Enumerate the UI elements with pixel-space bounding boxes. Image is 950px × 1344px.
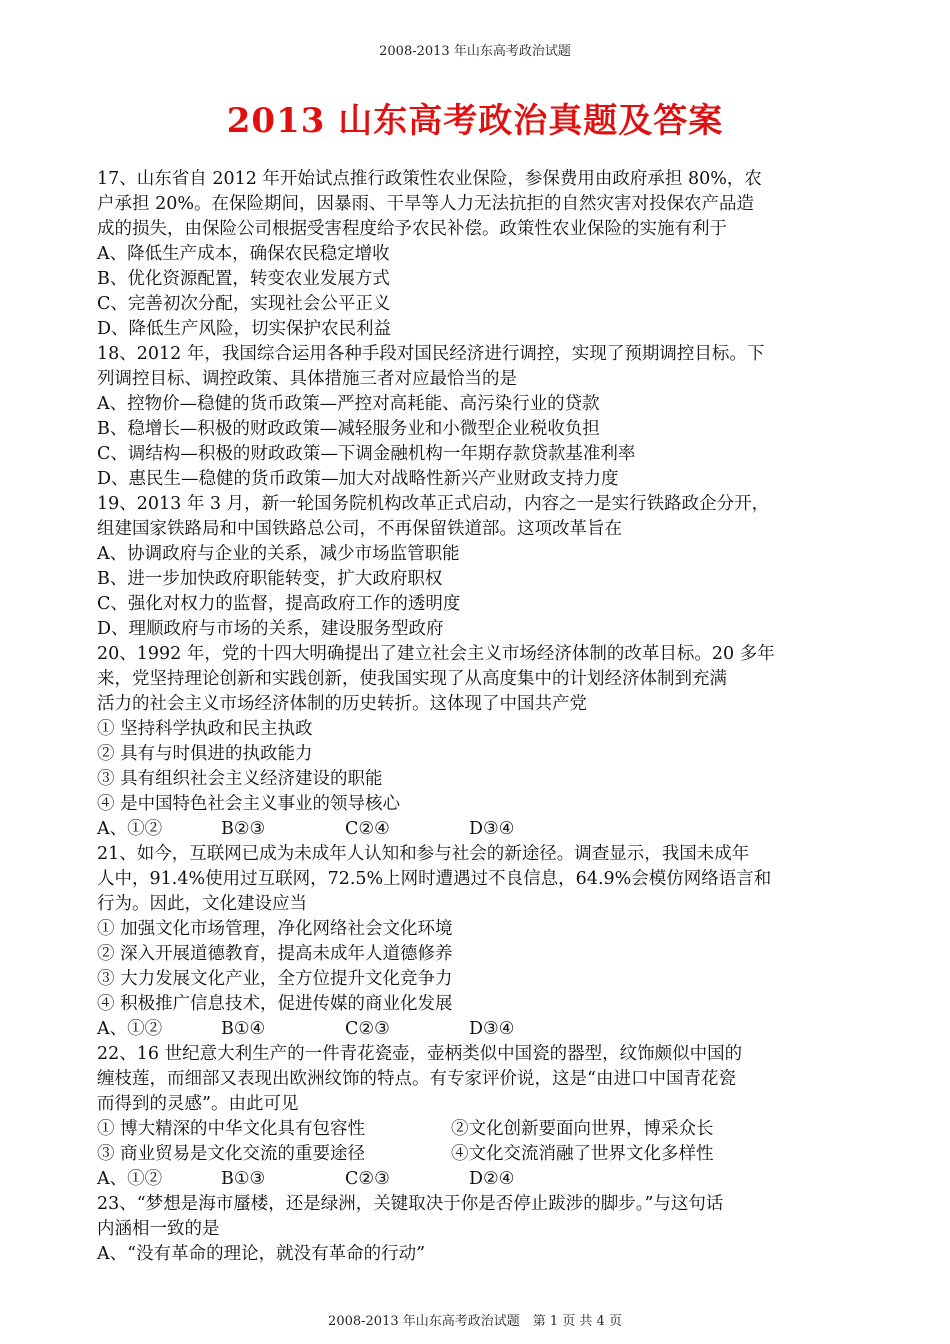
question-21-item-4: ④ 积极推广信息技术，促进传媒的商业化发展 — [97, 994, 453, 1014]
question-19-stem-line: 19、2013 年 3 月，新一轮国务院机构改革正式启动，内容之一是实行铁路政企分开， — [97, 494, 770, 514]
question-22-item-4: ④文化交流消融了世界文化多样性 — [451, 1144, 714, 1164]
question-17-stem-line: 17、山东省自 2012 年开始试点推行政策性农业保险，参保费用由政府承担 80%，农 — [97, 169, 762, 189]
question-22-option-b: B①③ — [221, 1169, 266, 1189]
question-17-option-d: D、降低生产风险，切实保护农民利益 — [97, 319, 392, 339]
question-21-item-2: ② 深入开展道德教育，提高未成年人道德修养 — [97, 944, 453, 964]
question-20-item-4: ④ 是中国特色社会主义事业的领导核心 — [97, 794, 401, 814]
document-body — [97, 167, 857, 1267]
question-18-option-c: C、调结构—积极的财政政策—下调金融机构一年期存款贷款基准利率 — [97, 444, 636, 464]
question-22-items-row — [97, 1117, 857, 1142]
question-17-stem-line: 成的损失，由保险公司根据受害程度给予农民补偿。政策性农业保险的实施有利于 — [97, 219, 727, 239]
question-20-stem-line: 20、1992 年，党的十四大明确提出了建立社会主义市场经济体制的改革目标。20 多年 — [97, 644, 775, 664]
question-20-stem-line: 来，党坚持理论创新和实践创新，使我国实现了从高度集中的计划经济体制到充满 — [97, 669, 727, 689]
question-22-option-a: A、①② — [97, 1169, 163, 1189]
question-17-option-b: B、优化资源配置，转变农业发展方式 — [97, 269, 390, 289]
question-19-stem-line: 组建国家铁路局和中国铁路总公司，不再保留铁道部。这项改革旨在 — [97, 519, 622, 539]
question-17-option-c: C、完善初次分配，实现社会公平正义 — [97, 294, 391, 314]
page-footer: 2008-2013 年山东高考政治试题 第 1 页 共 4 页 — [328, 1314, 622, 1329]
question-20-stem-line: 活力的社会主义市场经济体制的历史转折。这体现了中国共产党 — [97, 694, 587, 714]
question-19 — [97, 492, 857, 642]
question-18-option-a: A、控物价—稳健的货币政策—严控对高耗能、高污染行业的贷款 — [97, 394, 600, 414]
question-20-option-b: B②③ — [221, 819, 266, 839]
question-19-option-b: B、进一步加快政府职能转变，扩大政府职权 — [97, 569, 443, 589]
question-20-options — [97, 817, 857, 842]
question-21-stem-line: 21、如今，互联网已成为未成年人认知和参与社会的新途径。调查显示，我国未成年 — [97, 844, 750, 864]
question-17 — [97, 167, 857, 342]
question-22-option-d: D②④ — [469, 1169, 515, 1189]
question-20-item-1: ① 坚持科学执政和民主执政 — [97, 719, 313, 739]
question-22-options — [97, 1167, 857, 1192]
question-21 — [97, 842, 857, 1042]
question-18-option-d: D、惠民生—稳健的货币政策—加大对战略性新兴产业财政支持力度 — [97, 469, 619, 489]
question-18-stem-line: 列调控目标、调控政策、具体措施三者对应最恰当的是 — [97, 369, 517, 389]
question-18 — [97, 342, 857, 492]
question-22-stem-line: 而得到的灵感”。由此可见 — [97, 1094, 299, 1114]
question-21-option-a: A、①② — [97, 1019, 163, 1039]
question-20-option-d: D③④ — [469, 819, 515, 839]
question-19-option-a: A、协调政府与企业的关系，减少市场监管职能 — [97, 544, 460, 564]
question-20-option-a: A、①② — [97, 819, 163, 839]
page-title: 2013 山东高考政治真题及答案 — [226, 101, 724, 141]
question-22-item-2: ②文化创新要面向世界，博采众长 — [451, 1119, 714, 1139]
question-22 — [97, 1042, 857, 1192]
question-23-stem-line: 23、“梦想是海市蜃楼，还是绿洲，关键取决于你是否停止跋涉的脚步。”与这句话 — [97, 1194, 724, 1214]
question-21-option-d: D③④ — [469, 1019, 515, 1039]
question-23-stem-line: 内涵相一致的是 — [97, 1219, 220, 1239]
question-21-stem-line: 行为。因此，文化建设应当 — [97, 894, 307, 914]
question-17-option-a: A、降低生产成本，确保农民稳定增收 — [97, 244, 390, 264]
page-header: 2008-2013 年山东高考政治试题 — [379, 44, 571, 59]
question-20-item-3: ③ 具有组织社会主义经济建设的职能 — [97, 769, 383, 789]
question-23-option-a: A、“没有革命的理论，就没有革命的行动” — [97, 1244, 426, 1264]
question-21-item-3: ③ 大力发展文化产业，全方位提升文化竞争力 — [97, 969, 453, 989]
question-20-option-c: C②④ — [345, 819, 390, 839]
question-23 — [97, 1192, 857, 1267]
question-21-item-1: ① 加强文化市场管理，净化网络社会文化环境 — [97, 919, 453, 939]
question-19-option-c: C、强化对权力的监督，提高政府工作的透明度 — [97, 594, 461, 614]
question-18-option-b: B、稳增长—积极的财政政策—减轻服务业和小微型企业税收负担 — [97, 419, 600, 439]
question-22-stem-line: 缠枝莲，而细部又表现出欧洲纹饰的特点。有专家评价说，这是“由进口中国青花瓷 — [97, 1069, 736, 1089]
question-21-option-b: B①④ — [221, 1019, 266, 1039]
question-22-item-1: ① 博大精深的中华文化具有包容性 — [97, 1119, 366, 1139]
question-22-option-c: C②③ — [345, 1169, 390, 1189]
question-18-stem-line: 18、2012 年，我国综合运用各种手段对国民经济进行调控，实现了预期调控目标。下 — [97, 344, 765, 364]
question-21-options — [97, 1017, 857, 1042]
question-21-stem-line: 人中，91.4%使用过互联网，72.5%上网时遭遇过不良信息，64.9%会模仿网络语言和 — [97, 869, 772, 889]
question-19-option-d: D、理顺政府与市场的关系，建设服务型政府 — [97, 619, 444, 639]
question-20-item-2: ② 具有与时俱进的执政能力 — [97, 744, 313, 764]
question-22-item-3: ③ 商业贸易是文化交流的重要途径 — [97, 1144, 366, 1164]
question-22-stem-line: 22、16 世纪意大利生产的一件青花瓷壶，壶柄类似中国瓷的器型，纹饰颇似中国的 — [97, 1044, 743, 1064]
question-21-option-c: C②③ — [345, 1019, 390, 1039]
question-22-items-row — [97, 1142, 857, 1167]
question-17-stem-line: 户承担 20%。在保险期间，因暴雨、干旱等人力无法抗拒的自然灾害对投保农产品造 — [97, 194, 754, 214]
question-20 — [97, 642, 857, 842]
